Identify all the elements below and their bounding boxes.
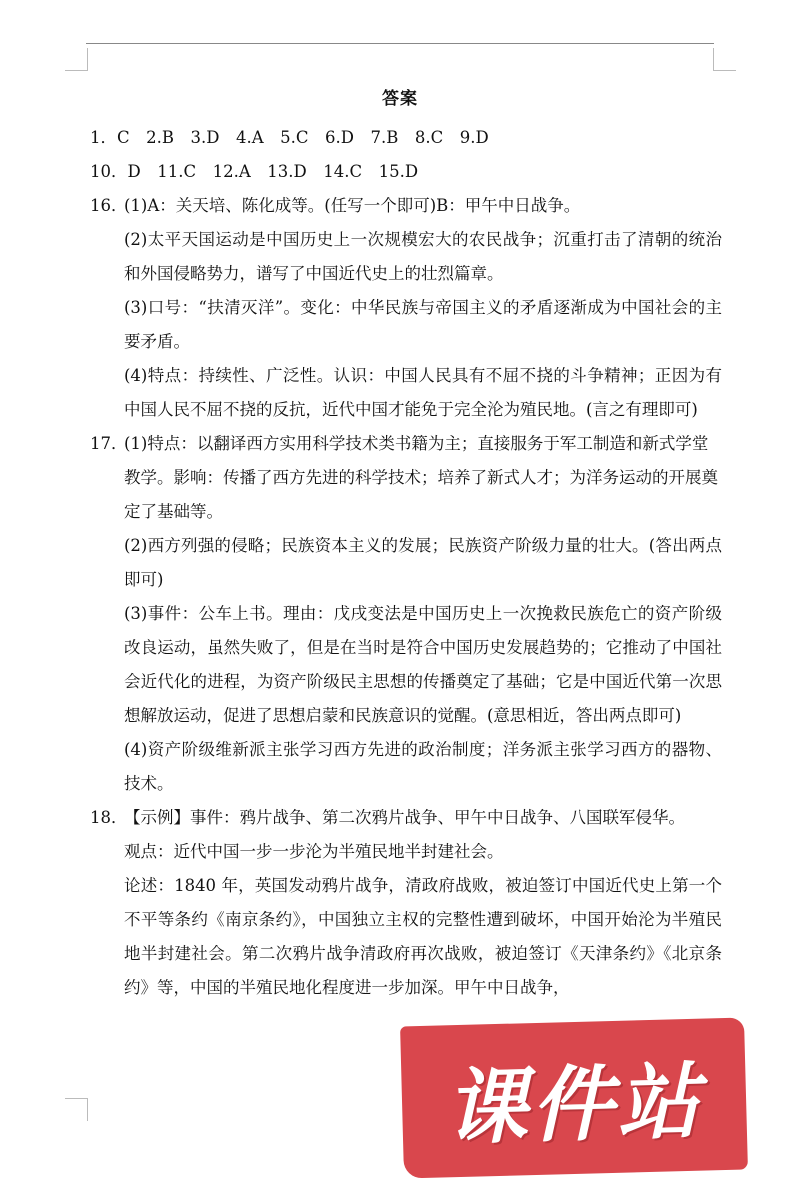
watermark-stamp bbox=[400, 1018, 748, 1179]
question-18-argument: 论述：1840 年，英国发动鸦片战争，清政府战败，被迫签订中国近代史上第一个不平等条约《南京条约》，中国独立主权的完整性遭到破坏，中国开始沦为半殖民地半封建社会。第二次鸦片战争清政府再次战败，被迫签订《天津条约》《北京条约》等，中国的半殖民地化程度进一步加深。甲午中日战争， bbox=[124, 876, 722, 997]
question-18-viewpoint: 观点：近代中国一步一步沦为半殖民地半封建社会。 bbox=[124, 842, 504, 861]
page-title: 答案 bbox=[382, 89, 418, 109]
question-17-part-4: (4)资产阶级维新派主张学习西方先进的政治制度；洋务派主张学习西方的器物、技术。 bbox=[124, 740, 722, 793]
header-rule bbox=[86, 43, 714, 44]
question-16-number: 16． bbox=[90, 196, 128, 215]
question-17-part-2: (2)西方列强的侵略；民族资本主义的发展；民族资产阶级力量的壮大。(答出两点即可) bbox=[124, 536, 722, 589]
question-16-part-1: (1)A：关天培、陈化成等。(任写一个即可)B：甲午中日战争。 bbox=[124, 196, 581, 215]
question-16 bbox=[90, 189, 722, 223]
question-17 bbox=[90, 427, 722, 529]
question-17-part-1: (1)特点：以翻译西方实用科学技术类书籍为主；直接服务于军工制造和新式学堂教学。影响：传播了西方先进的科学技术；培养了新式人才；为洋务运动的开展奠定了基础等。 bbox=[124, 434, 718, 521]
question-16-part-3: (3)口号：“扶清灭洋”。变化：中华民族与帝国主义的矛盾逐渐成为中国社会的主要矛盾。 bbox=[124, 298, 722, 351]
question-16-part-2: (2)太平天国运动是中国历史上一次规模宏大的农民战争；沉重打击了清朝的统治和外国侵略势力，谱写了中国近代史上的壮烈篇章。 bbox=[124, 230, 722, 283]
watermark-logo-text: 课件站 bbox=[443, 1054, 705, 1156]
answer-content bbox=[90, 121, 722, 1005]
margin-mark-top-left bbox=[65, 48, 88, 71]
question-17-part-3: (3)事件：公车上书。理由：戊戌变法是中国历史上一次挽救民族危亡的资产阶级改良运动，虽然失败了，但是在当时是符合中国历史发展趋势的；它推动了中国社会近代化的进程，为资产阶级民主思想的传播奠定了基础；它是中国近代第一次思想解放运动，促进了思想启蒙和民族意识的觉醒。(意思相近，答出两点即可) bbox=[124, 604, 722, 725]
question-17-number: 17． bbox=[90, 434, 128, 453]
mc-answers-line-2: 10．D 11.C 12.A 13.D 14.C 15.D bbox=[90, 162, 419, 181]
question-18-example: 【示例】事件：鸦片战争、第二次鸦片战争、甲午中日战争、八国联军侵华。 bbox=[124, 808, 685, 827]
question-18-number: 18． bbox=[90, 808, 128, 827]
question-16-part-4: (4)特点：持续性、广泛性。认识：中国人民具有不屈不挠的斗争精神；正因为有中国人民不屈不挠的反抗，近代中国才能免于完全沦为殖民地。(言之有理即可) bbox=[124, 366, 722, 419]
mc-answers-line-1: 1．C 2.B 3.D 4.A 5.C 6.D 7.B 8.C 9.D bbox=[90, 128, 489, 147]
margin-mark-bottom-left bbox=[65, 1098, 88, 1121]
question-18 bbox=[90, 801, 722, 835]
margin-mark-top-right bbox=[713, 48, 736, 71]
